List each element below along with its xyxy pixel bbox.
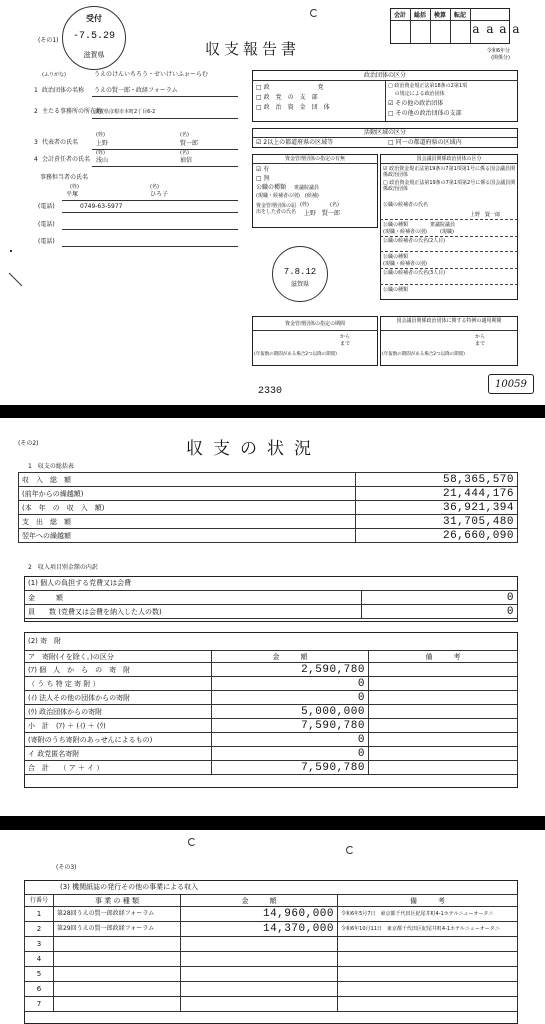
fee-row <box>25 605 518 619</box>
summary-value: 36,921,394 <box>356 501 518 515</box>
donation-row <box>25 733 518 747</box>
donation-label: 合 計 （ ア ＋ イ ） <box>25 761 212 775</box>
business-row <box>25 907 518 922</box>
donation-row <box>25 691 518 705</box>
business-value <box>181 967 338 982</box>
donation-title: (2) 寄 附 <box>28 637 62 645</box>
row-number: 4 <box>25 952 54 967</box>
staff-sei: 平塚 <box>66 191 79 198</box>
summary-label: 収 入 総 額 <box>19 473 356 487</box>
business-note <box>338 937 518 952</box>
field-label: 主たる事務所の所在地 <box>42 108 103 115</box>
donation-value: 0 <box>212 747 369 761</box>
donation-value: 0 <box>212 733 369 747</box>
business-row <box>25 982 518 997</box>
report-year: 令和6年分 <box>486 48 510 54</box>
row-number: 7 <box>25 997 54 1012</box>
staff-label: 事務担当者の氏名 <box>40 174 89 181</box>
business-note <box>338 952 518 967</box>
summary-label: (本 年 の 収 入 額) <box>19 501 356 515</box>
summary-value: 58,365,570 <box>356 473 518 487</box>
business-row <box>25 952 518 967</box>
treasurer-sei: 浅山 <box>96 157 109 164</box>
donation-note <box>369 761 518 775</box>
approval-mark: a <box>512 22 520 36</box>
page-number: 2330 <box>258 386 283 397</box>
business-value <box>181 997 338 1012</box>
approval-mark: a <box>499 22 507 36</box>
summary-label: (前年からの繰越額) <box>19 487 356 501</box>
row-number: 6 <box>25 982 54 997</box>
donation-value: 5,000,000 <box>212 705 369 719</box>
col-header: 金 額 <box>212 651 369 663</box>
field-label: 会計責任者の氏名 <box>42 156 91 163</box>
summary-row <box>19 501 518 515</box>
donation-value: 0 <box>212 691 369 705</box>
donation-row <box>25 747 518 761</box>
donation-label: (ｱ) 個 人 か ら の 寄 附 <box>25 663 212 677</box>
donation-value: 7,590,780 <box>212 719 369 733</box>
donation-note <box>369 719 518 733</box>
donation-note <box>369 691 518 705</box>
approval-cell: 検算 <box>433 12 446 19</box>
furigana-label: (ふりがな) <box>42 72 66 78</box>
donation-value: 2,590,780 <box>212 663 369 677</box>
fee-label: 員 数 (党費又は会費を納入した人の数) <box>25 605 362 619</box>
tel-label: (電話) <box>38 203 55 210</box>
representative-mei: 賢一郎 <box>180 140 199 147</box>
donation-label: (寄附のうち寄附のあっせんによるもの) <box>25 733 212 747</box>
donation-row <box>25 761 518 775</box>
col-header: 事 業 の 種 類 <box>54 895 181 907</box>
business-value: 14,960,000 <box>181 907 338 922</box>
tel-value: 0749-63-5977 <box>80 203 123 210</box>
donation-label: （ う ち 特 定 寄 附 ） <box>25 677 212 691</box>
col-header: ア 寄附(イを除く。)の区分 <box>25 651 212 663</box>
col-header: 行番号 <box>25 895 54 907</box>
business-row <box>25 967 518 982</box>
form-number: (その1) <box>38 37 59 44</box>
approval-mark: a <box>472 22 480 36</box>
summary-row <box>19 515 518 529</box>
col-header: 金 額 <box>181 895 338 907</box>
page-title: 収支の状況 <box>186 439 321 459</box>
business-note <box>338 997 518 1012</box>
stray-dot <box>10 250 12 252</box>
summary-value: 26,660,090 <box>356 529 518 543</box>
representative-sei: 上野 <box>96 140 109 147</box>
staff-mei: ひろ子 <box>150 191 169 198</box>
business-note <box>338 967 518 982</box>
form-page-2 <box>0 418 545 816</box>
donation-table <box>24 650 518 775</box>
business-name <box>54 952 181 967</box>
field-label: 代表者の氏名 <box>42 139 79 146</box>
org-name-value: うえの賢一郎・政経フォーラム <box>94 87 178 94</box>
summary-label: 翌年への繰越額 <box>19 529 356 543</box>
section-title: (3) 機関紙誌の発行その他の事業による収入 <box>60 883 199 891</box>
donation-row <box>25 705 518 719</box>
approval-cell: 転記 <box>453 12 466 19</box>
donation-note <box>369 663 518 677</box>
punch-hole <box>188 838 196 846</box>
form-number: (その2) <box>18 440 39 447</box>
donation-row <box>25 719 518 733</box>
business-name: 第29回うえの賢一郎政経フォーラム <box>54 922 181 937</box>
page-title: 収支報告書 <box>205 40 301 58</box>
section-title: 2 収入項目別金額の内訳 <box>28 564 98 571</box>
summary-row <box>19 529 518 543</box>
business-name <box>54 937 181 952</box>
form-page-3 <box>0 830 545 1024</box>
donation-label: イ 政党匿名寄附 <box>25 747 212 761</box>
fee-row <box>25 591 518 605</box>
stray-mark <box>6 270 26 290</box>
member-fee-table <box>24 590 518 619</box>
furigana-value: うえのけんいちろう・せいけいふぉーらむ <box>94 71 209 78</box>
donation-note <box>369 733 518 747</box>
donation-row <box>25 663 518 677</box>
receipt-stamp: 受付 -7.5.29 滋賀県 <box>62 6 126 70</box>
row-number: 3 <box>25 937 54 952</box>
business-value <box>181 952 338 967</box>
post-stamp: 7.8.12 滋賀県 <box>272 246 328 302</box>
summary-row <box>19 487 518 501</box>
donation-note <box>369 705 518 719</box>
business-row <box>25 997 518 1012</box>
business-name: 第28回うえの賢一郎政経フォーラム <box>54 907 181 922</box>
row-number: 1 <box>25 907 54 922</box>
col-header: 備 考 <box>338 895 518 907</box>
fee-label: 金 額 <box>25 591 362 605</box>
business-name <box>54 982 181 997</box>
business-name <box>54 967 181 982</box>
summary-value: 31,705,480 <box>356 515 518 529</box>
punch-hole <box>346 846 354 854</box>
corner-number-box: 10059 <box>488 374 534 394</box>
punch-hole <box>310 9 318 17</box>
donation-note <box>369 677 518 691</box>
donation-label: (ｳ) 政治団体からの寄附 <box>25 705 212 719</box>
summary-row <box>19 473 518 487</box>
report-year-sub: (関係分) <box>491 55 510 61</box>
summary-value: 21,444,176 <box>356 487 518 501</box>
fee-value: 0 <box>362 605 518 619</box>
business-name <box>54 997 181 1012</box>
business-value <box>181 982 338 997</box>
designator-value: 上野 賢一郎 <box>304 210 341 217</box>
activity-title: 活動区域の区分 <box>363 129 406 136</box>
form-number: (その3) <box>56 864 77 871</box>
section-title: 1 収支の総括表 <box>28 463 74 470</box>
business-note: 令和6年5月7日 東京都千代田区紀尾井町4-1ホテルニューオータニ <box>338 907 518 922</box>
row-number: 2 <box>25 922 54 937</box>
donation-row <box>25 677 518 691</box>
business-note <box>338 982 518 997</box>
row-number: 5 <box>25 967 54 982</box>
donation-label: 小 計 (ｱ) ＋ (ｲ) ＋ (ｳ) <box>25 719 212 733</box>
business-value <box>181 937 338 952</box>
form-page-1: (その1) 受付 -7.5.29 滋賀県 収支報告書 会計 総括 検算 転記 a a a a 令和6年分 (関係分) (ふりがな) うえのけんいちろう・せいけいふぉーらむ 1 政治団体の名称 うえの賢一郎・政経フォーラム 2 主たる事務所の所在地 滋賀県彦根市本町2丁目6-2 (姓) (名) 3 代表者の氏名 上野 賢一郎 (姓) (名) 4 会計責任者の氏名 浅山 禎信 事務担当者の氏名 (姓) (名) 平塚 ひろ子 (電話) 0749-63-5977 (電話) (電話) 政治団体の区分 □ 政 党 □ 政 党 の 支 部 □ 政 治 資 金 団 体 □ 政治資金規正法第18条の2第1項 の規定による政治団体 ☑ その他の政治団体 □ その他の政治団体の支部 活動区域の区分 ☑ 2以上の都道府県の区域等 □ 同一の都道府県の区域内 資金管理団体の指定の有無 ☑ 有 □ 無 公職の種類 衆議院議員 (現職・候補者の別) (候補) (姓) (名) 資金管理団体の届出をした者の氏名 上野 賢一郎 国会議員関係政治団体の区分 ☑ 政治資金規正法第19条の7第1項第1号に係る国会議員関係政治団体 □ 政治資金規正法第19条の7第1項第2号に係る国会議員関係政治団体 公職の候補者の氏名 上野 賢一郎 公職の種類 衆議院議員 (現職・候補者の別) (現職) 公職の候補者の氏名(2人目) 公職の種類 (現職・候補者の別) 公職の候補者の氏名(3人目) 公職の種類 7.8.12 滋賀県 資金管理団体の指定の期間 から まで (年報数の期間がある場合2つ以降の期間) 国会議員関係政治団体に関する特例の適用期間 から まで (年報数の期間がある場合2つ以降の期間) 2330 10059 <box>0 0 545 405</box>
business-row <box>25 922 518 937</box>
summary-label: 支 出 総 額 <box>19 515 356 529</box>
field-label: 政治団体の名称 <box>42 87 85 94</box>
donation-note <box>369 747 518 761</box>
fee-value: 0 <box>362 591 518 605</box>
business-row <box>25 937 518 952</box>
approval-cell: 会計 <box>393 12 406 19</box>
business-income-table <box>24 894 518 1012</box>
donation-label: (ｲ) 法人その他の団体からの寄附 <box>25 691 212 705</box>
member-fee-title: (1) 個人の負担する党費又は会費 <box>28 579 132 587</box>
approval-cell: 総括 <box>413 12 426 19</box>
donation-value: 0 <box>212 677 369 691</box>
approval-mark: a <box>486 22 494 36</box>
business-value: 14,370,000 <box>181 922 338 937</box>
summary-table <box>18 472 518 543</box>
fund-management-title: 資金管理団体の指定の有無 <box>284 156 345 162</box>
donation-value: 7,590,780 <box>212 761 369 775</box>
business-note: 令和6年10月11日 東京都千代田区紀尾井町4-1ホテルニューオータニ <box>338 922 518 937</box>
col-header: 備 考 <box>369 651 518 663</box>
org-type-title: 政治団体の区分 <box>363 72 406 79</box>
diet-org-title: 国会議員関係政治団体の区分 <box>416 156 482 162</box>
address-value: 滋賀県彦根市本町2丁目6-2 <box>94 109 156 115</box>
treasurer-mei: 禎信 <box>180 157 193 164</box>
